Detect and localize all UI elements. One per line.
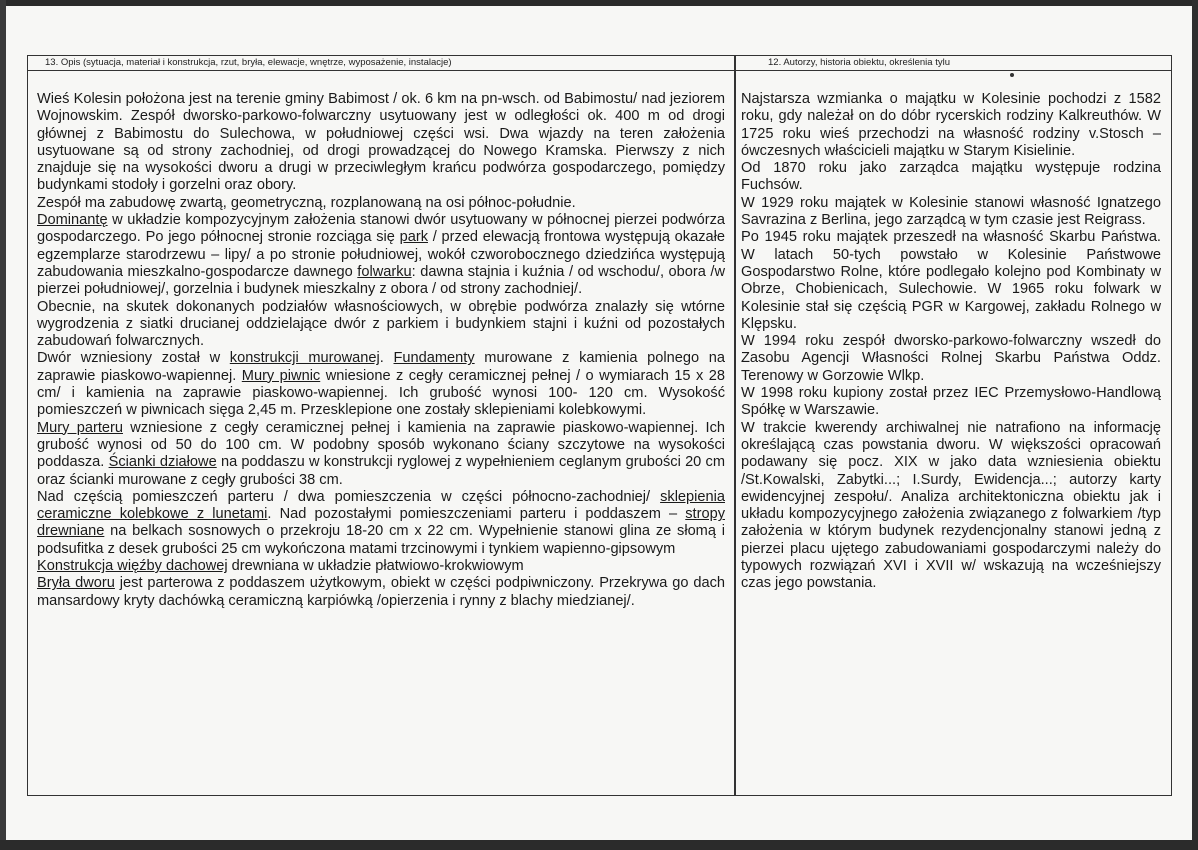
- scan-edge-right: [1192, 0, 1198, 850]
- paragraph-text: Nad częścią pomieszczeń parteru / dwa pomieszczenia w części północno-zachodniej/: [37, 488, 661, 505]
- description-paragraph: Zespół ma zabudowę zwartą, geometryczną, rozplanowaną na osi północ-południe.: [37, 194, 576, 211]
- underlined-term: Konstrukcja więźby dachowej: [37, 558, 228, 575]
- history-paragraph: W trakcie kwerendy archiwalnej nie natrafiono na informację określającą czas powstania dworu. W większości opracowań podawany się pocz. XIX w jako data wzniesienia obiektu /St.Kowalski, Zabytki...; I.Surdy, Ewidencja...; autorzy karty ewidencyjnej zespołu/. Analiza architektoniczna obiektu jak i układu kompozycyjnego założenia związanego z folwarkiem /typ założenia w którym budynek rezydencjonalny stanowi jedną z pierzei placu ujętego zabudowaniami gospodarczymi należy do typowych rozwiązań XVI i XVII w/ wskazują na wcześniejszy czas jego powstania.: [741, 419, 1161, 592]
- underlined-term: park: [399, 229, 428, 246]
- section-12-header: 12. Autorzy, historia obiektu, określenia tylu: [768, 57, 951, 68]
- history-paragraph: W 1994 roku zespół dworsko-parkowo-folwarczny wszedł do Zasobu Agencji Własności Rolnej Skarbu Państwa Oddz. Terenowy w Gorzowie Wlkp.: [741, 333, 1161, 384]
- underlined-term: Ścianki działowe: [108, 454, 217, 471]
- underlined-term: stropy drewniane: [37, 506, 725, 540]
- paragraph-text: w układzie kompozycyjnym założenia stanowi dwór usytuowany w północnej pierzei podwórza gospodarczego. Po jego północnej stronie rozciąga się: [37, 212, 725, 246]
- scan-edge-bottom: [0, 840, 1198, 850]
- paragraph-text: jest parterowa z poddaszem użytkowym, obiekt w części podpiwniczony. Przekrywa go dach mansardowy kryty dachówką ceramiczną karpiówką /opierzenia i rynny z blachy miedzianej/.: [37, 575, 725, 609]
- underlined-term: Dominantę: [37, 212, 108, 229]
- paragraph-text: .: [379, 350, 394, 367]
- underlined-term: Bryła dworu: [37, 575, 115, 592]
- underlined-term: Fundamenty: [393, 350, 475, 367]
- paragraph-text: : dawna stajnia i kuźnia / od wschodu/, obora /w pierzei południowej/, gorzelnia i budynek mieszkalny z obora / od strony zachodniej/.: [37, 263, 726, 298]
- paragraph-text: drewniana w układzie płatwiowo-krokwiowym: [227, 558, 524, 575]
- history-paragraph: Od 1870 roku jako zarządca majątku występuje rodzina Fuchsów.: [741, 160, 1161, 194]
- description-column: [37, 91, 725, 610]
- history-column: [741, 91, 1161, 593]
- paragraph-text: . Nad pozostałymi pomieszczeniami parteru i poddaszem –: [267, 506, 686, 523]
- history-paragraph: Najstarsza wzmianka o majątku w Kolesinie pochodzi z 1582 roku, gdy należał on do dóbr rycerskich rodziny Kalkreuthów. W 1725 roku wieś przechodzi na własność rodziny v.Stosch – ówczesnych właścicieli majątku w Starym Kisielinie.: [741, 91, 1161, 159]
- header-rule: [27, 70, 1172, 71]
- description-paragraph: [37, 212, 725, 298]
- column-divider: [734, 55, 736, 796]
- scan-edge-left: [0, 0, 6, 850]
- paragraph-text: Dwór wzniesiony został w: [37, 350, 230, 367]
- paragraph-text: / przed elewacją frontowa występują okazałe egzemplarze starodrzewu – lipy/ a po stronie południowej, wokół czworobocznego dziedzińca występują zabudowania mieszkalno-gospodarcze dawnego: [37, 229, 725, 280]
- description-paragraph: Obecnie, na skutek dokonanych podziałów własnościowych, w obrębie podwórza znalazły się wtórne wygrodzenia z siatki drucianej oddzielające dwór z parkiem i budynkiem stajni i kuźni od pozostałych zabudowań folwarcznych.: [37, 298, 725, 350]
- description-paragraph: Wieś Kolesin położona jest na terenie gminy Babimost / ok. 6 km na pn-wsch. od Babimostu/ nad jeziorem Wojnowskim. Zespół dworsko-parkowo-folwarczny usytuowany jest w odległości ok. 400 m od drogi głównej z Babimostu do Sulechowa, w południowej części wsi. Dwa wjazdy na teren założenia usytuowane są od strony zachodniej, od drogi prowadzącej do Nowego Kramska. Pierwszy z nich znajduje się na wysokości dworu a drugi w przeciwległym krańcu podwórza gospodarczego, pomiędzy budynkami stodoły i gorzelni oraz obory.: [37, 91, 725, 194]
- history-paragraph: Po 1945 roku majątek przeszedł na własność Skarbu Państwa. W latach 50-tych powstało w Kolesinie Państwowe Gospodarstwo Rolne, które podlegało kolejno pod Kombinaty w Obrze, Chobienicach, Sulechowie. W 1965 roku folwark w Kolesinie stał się częścią PGR w Kargowej, zakładu Rolnego w Klępsku.: [741, 229, 1161, 332]
- scan-edge-top: [0, 0, 1198, 6]
- description-paragraph: [37, 420, 725, 489]
- section-13-header: 13. Opis (sytuacja, materiał i konstrukcja, rzut, bryła, elewacje, wnętrze, wyposażenie, instalacje): [45, 57, 452, 68]
- description-paragraph: [37, 558, 725, 575]
- underlined-term: Mury parteru: [37, 419, 123, 436]
- paragraph-text: murowane z kamienia polnego na zaprawie piaskowo-wapiennej.: [37, 350, 725, 384]
- description-paragraph: [37, 350, 725, 419]
- underlined-term: konstrukcji murowanej: [229, 350, 380, 367]
- scan-dot-mark: [1010, 73, 1014, 77]
- history-paragraph: W 1998 roku kupiony został przez IEC Przemysłowo-Handlową Spółkę w Warszawie.: [741, 385, 1161, 419]
- paragraph-text: na poddaszu w konstrukcji ryglowej z wypełnieniem ceglanym grubości 20 cm oraz ścianki murowane z cegły grubości 38 cm.: [37, 454, 726, 488]
- paragraph-text: wniesione z cegły ceramicznej pełnej / o wymiarach 15 x 28 cm/ i kamienia na zaprawie piaskowo-wapiennej. Ich grubość wynosi 100- 120 cm. Wysokość pomieszczeń w piwnicach sięga 2,45 m. Przesklepione one zostały sklepieniami kolebkowymi.: [37, 367, 725, 419]
- paragraph-text: na belkach sosnowych o przekroju 18-20 cm x 22 cm. Wypełnienie stanowi glina ze słomą i podsufitka z desek grubości 25 cm wykończona matami trzcinowymi i tynkiem wapienno-gipsowym: [37, 523, 725, 557]
- underlined-term: sklepienia ceramiczne kolebkowe z lunetami: [37, 488, 725, 523]
- underlined-term: folwarku: [357, 263, 412, 280]
- description-paragraph: [37, 489, 725, 558]
- history-paragraph: W 1929 roku majątek w Kolesinie stanowi własność Ignatzego Savrazina z Berlina, jego zarządcą w tym czasie jest Reigrass.: [741, 194, 1161, 229]
- underlined-term: Mury piwnic: [241, 367, 321, 384]
- paragraph-text: wzniesione z cegły ceramicznej pełnej i kamienia na zaprawie piaskowo-wapiennej. Ich grubość wynosi od 50 do 100 cm. W podobny sposób wykonano ściany szczytowe na wysokości poddasza.: [37, 419, 725, 471]
- description-paragraph: [37, 575, 725, 610]
